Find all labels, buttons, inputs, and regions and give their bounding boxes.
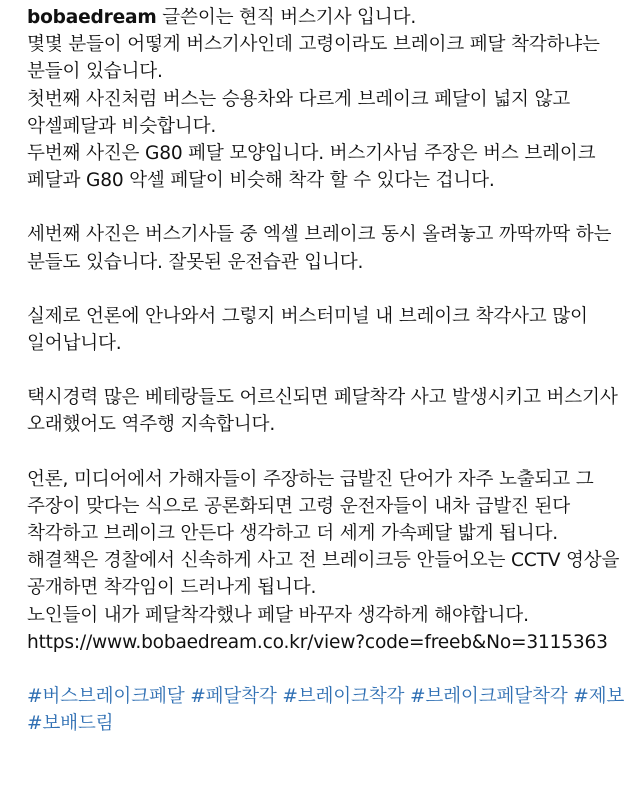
caption-paragraph: 실제로 언론에 안나와서 그렇지 버스터미널 내 브레이크 착각사고 많이 일어납니다.: [27, 305, 588, 355]
intro-text: 글쓴이는 현직 버스기사 입니다.: [162, 7, 417, 28]
paragraph-gap: [27, 194, 626, 221]
caption-paragraph: 택시경력 많은 베테랑들도 어르신되면 페달착각 사고 발생시키고 버스기사 오래했어도 역주행 지속합니다.: [27, 387, 618, 436]
caption-intro: [27, 4, 626, 31]
hashtag-link[interactable]: #브레이크페달착각: [410, 686, 568, 708]
paragraph-gap: [27, 357, 626, 384]
paragraph-gap: [27, 276, 626, 303]
caption-paragraph: 노인들이 내가 페달착각했나 페달 바꾸자 생각하게 해야합니다.: [27, 604, 529, 626]
paragraph-gap: [27, 656, 626, 683]
hashtag-link[interactable]: #페달착각: [190, 686, 277, 708]
username-link[interactable]: bobaedream: [27, 7, 157, 28]
caption-paragraph: 몇몇 분들이 어떻게 버스기사인데 고령이라도 브레이크 페달 착각하냐는 분들이 있습니다.: [27, 34, 600, 83]
hashtag-link[interactable]: #버스브레이크페달: [27, 686, 185, 708]
hashtag-list: [27, 683, 626, 737]
caption-paragraph: 세번째 사진은 버스기사들 중 엑셀 브레이크 동시 올려놓고 까딱까딱 하는 분들도 있습니다. 잘못된 운전습관 입니다.: [27, 224, 612, 273]
caption-paragraph: 해결책은 경찰에서 신속하게 사고 전 브레이크등 안들어오는 CCTV 영상을 공개하면 착각임이 드러나게 됩니다.: [27, 550, 620, 599]
caption-paragraph: 두번째 사진은 G80 페달 모양입니다. 버스기사님 주장은 버스 브레이크 페달과 G80 악셀 페달이 비슷해 착각 할 수 있다는 겁니다.: [27, 143, 596, 192]
paragraph-gap: [27, 439, 626, 466]
caption-paragraph: 언론, 미디어에서 가해자들이 주장하는 급발진 단어가 자주 노출되고 그 주장이 맞다는 식으로 공론화되면 고령 운전자들이 내차 급발진 된다 착각하고 브레이크 안든다 생각하고 더 세게 가속페달 밟게 됩니다.: [27, 468, 594, 545]
hashtag-link[interactable]: #보배드림: [27, 713, 114, 735]
hashtag-link[interactable]: #브레이크착각: [282, 686, 405, 708]
source-link[interactable]: https://www.bobaedream.co.kr/view?code=freeb&No=3115363: [27, 631, 608, 653]
hashtag-link[interactable]: #제보: [573, 686, 625, 708]
caption-paragraph: 첫번째 사진처럼 버스는 승용차와 다르게 브레이크 페달이 넓지 않고 악셀페달과 비슷합니다.: [27, 88, 571, 137]
